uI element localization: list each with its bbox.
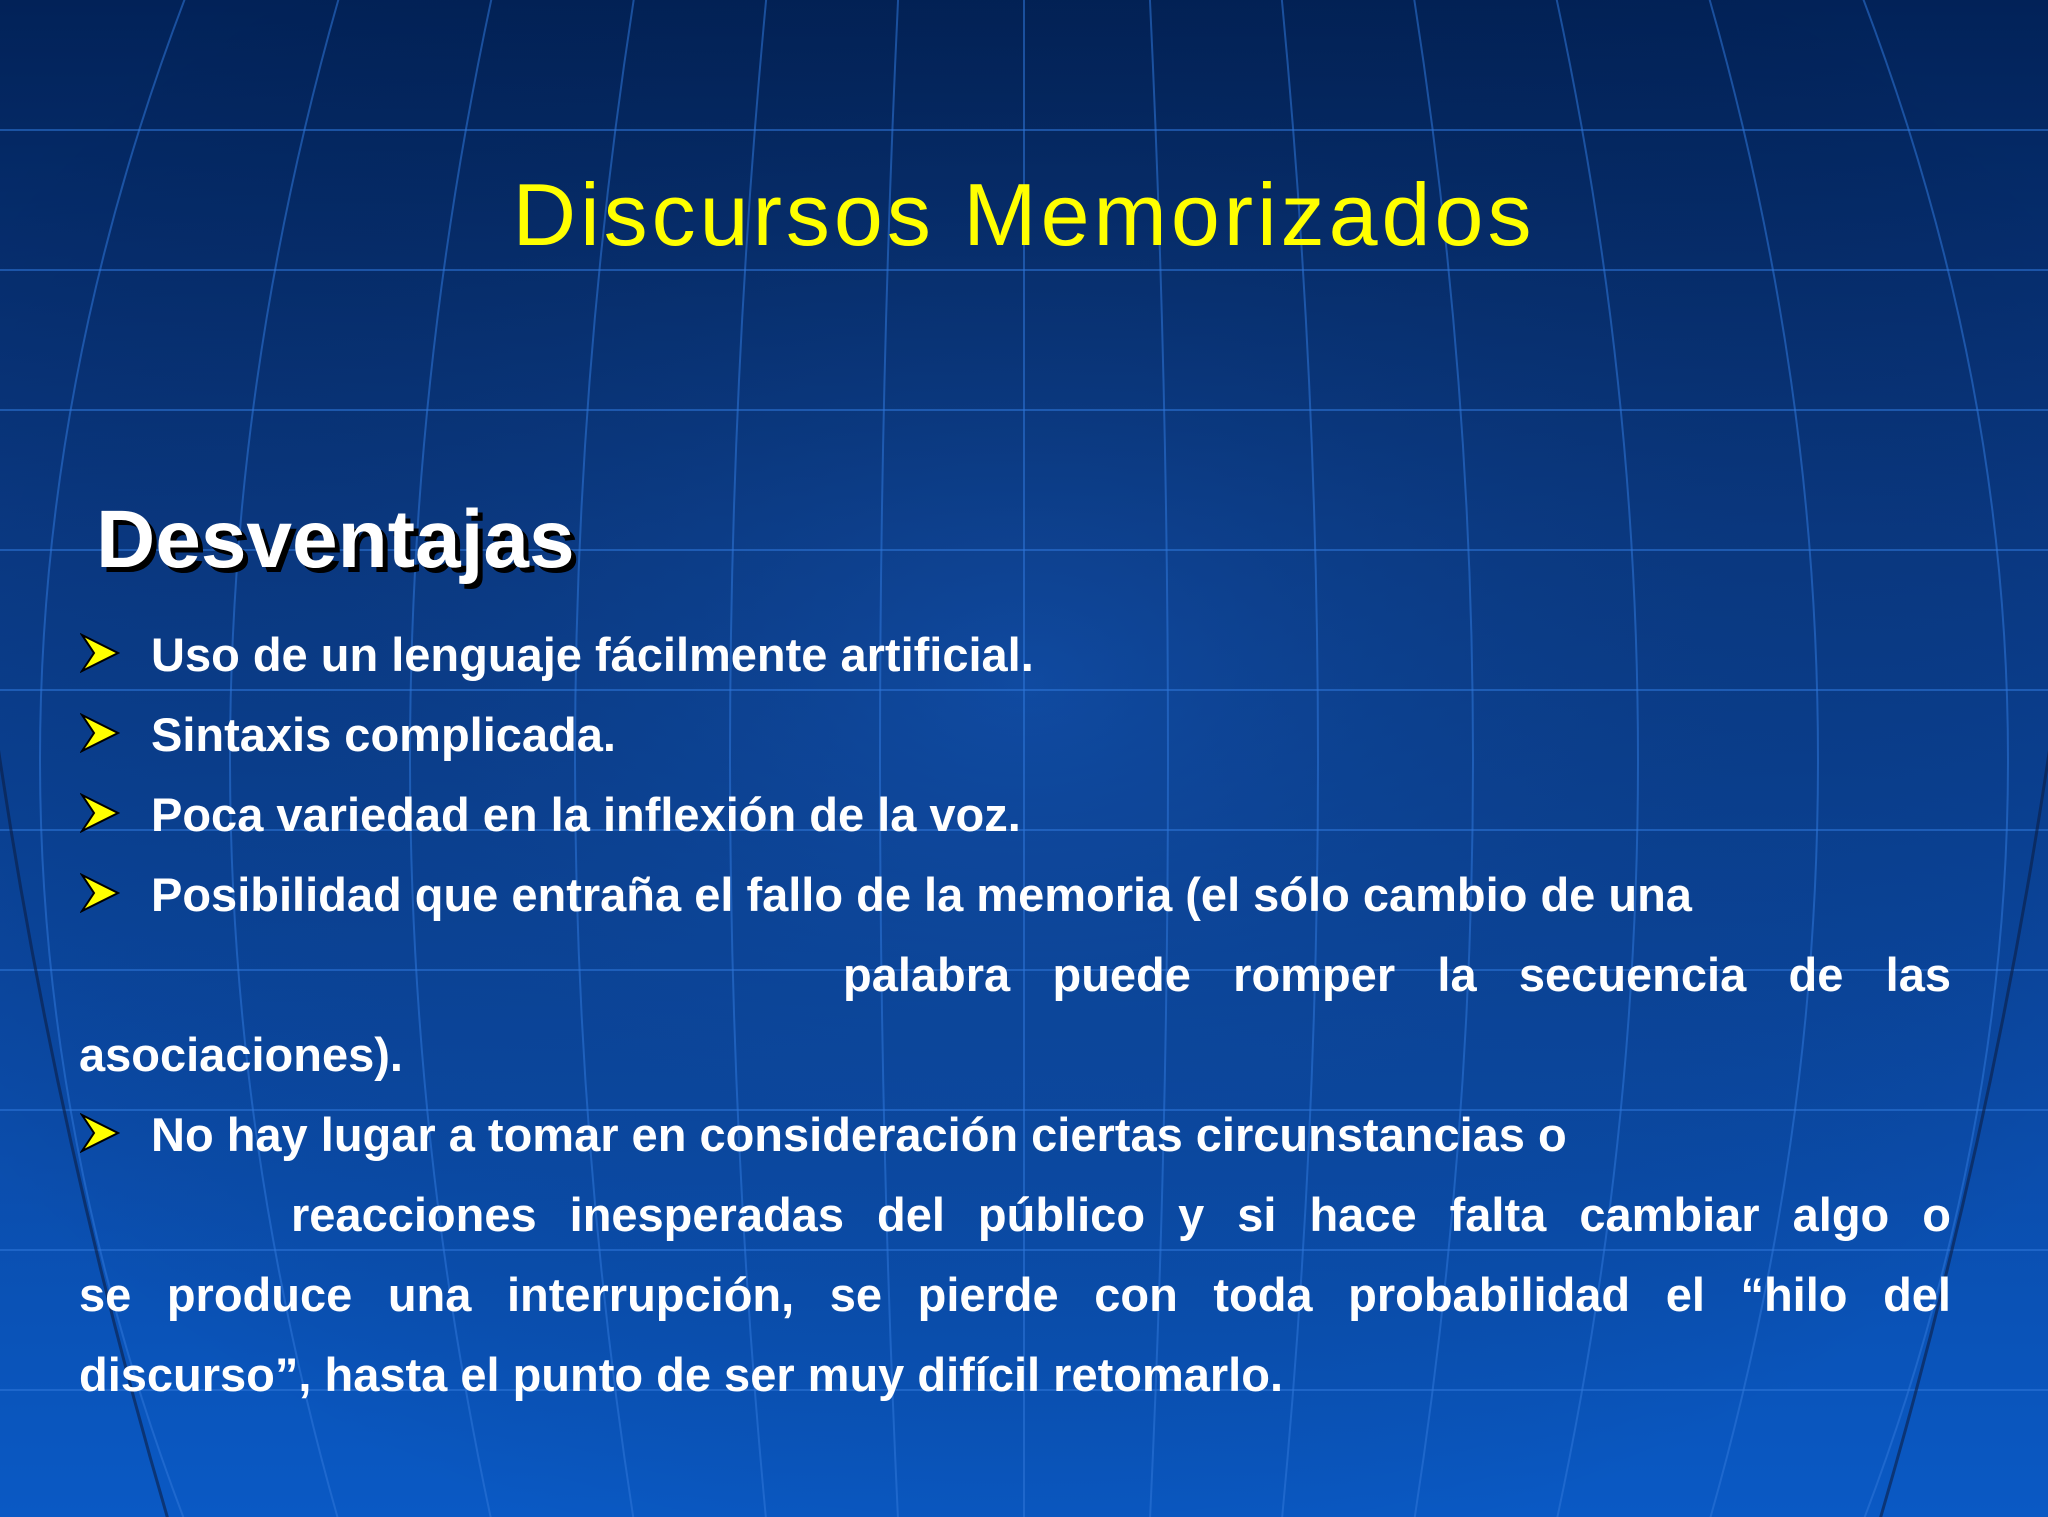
bullet-text-continuation: asociaciones). xyxy=(79,1028,403,1081)
slide-title: Discursos Memorizados xyxy=(512,165,1536,264)
bullet-text: Uso de un lenguaje fácilmente artificial. xyxy=(151,628,1034,681)
arrowhead-bullet-icon xyxy=(80,1113,120,1153)
bullet-text-continuation: discurso”, hasta el punto de ser muy difícil retomarlo. xyxy=(79,1348,1284,1401)
bullet-text-continuation: se produce una interrupción, se pierde con toda probabilidad el “hilo del xyxy=(79,1268,1951,1321)
arrowhead-bullet-icon xyxy=(80,713,120,753)
bullet-text-continuation: reacciones inesperadas del público y si hace falta cambiar algo o xyxy=(291,1188,1951,1241)
arrowhead-bullet-icon xyxy=(80,793,120,833)
bullet-text: Sintaxis complicada. xyxy=(151,708,616,761)
bullet-text: Posibilidad que entraña el fallo de la memoria (el sólo cambio de una xyxy=(151,868,1692,921)
arrowhead-bullet-icon xyxy=(80,633,120,673)
section-heading: Desventajas xyxy=(96,494,575,585)
bullet-text: Poca variedad en la inflexión de la voz. xyxy=(151,788,1021,841)
bullet-text-continuation: palabra puede romper la secuencia de las xyxy=(843,948,1951,1001)
arrowhead-bullet-icon xyxy=(80,873,120,913)
bullet-text: No hay lugar a tomar en consideración ciertas circunstancias o xyxy=(151,1108,1567,1161)
